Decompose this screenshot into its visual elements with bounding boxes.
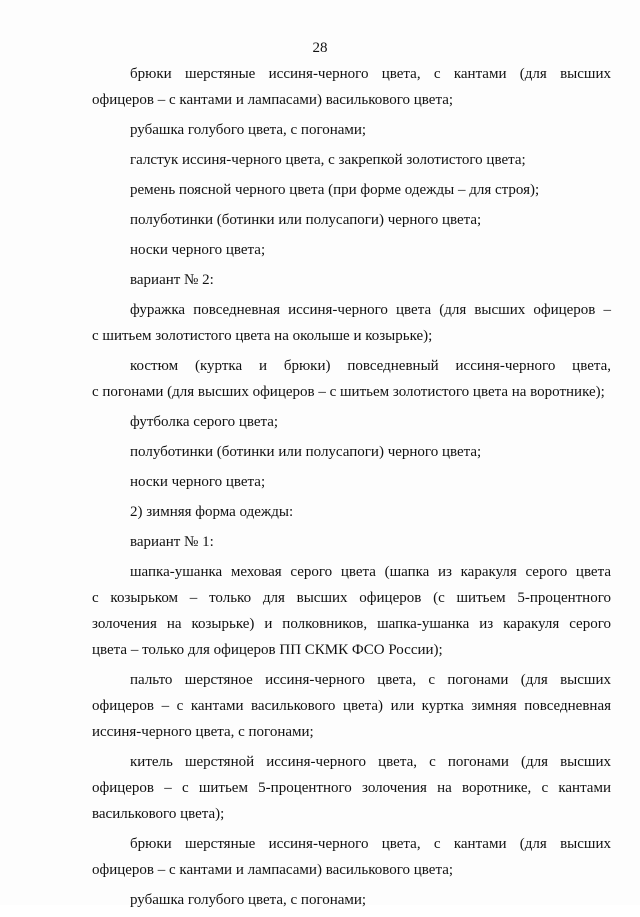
paragraph-line: с козырьком – только для высших офицеров (с шитьем 5-процентного [92,590,611,606]
paragraph-line: вариант № 1: [130,534,214,550]
paragraph-line: рубашка голубого цвета, с погонами; [130,892,367,908]
paragraph-line: цвета – только для офицеров ПП СКМК ФСО России); [92,642,443,658]
paragraph [92,559,611,663]
paragraph-line: офицеров – с шитьем 5-процентного золочения на воротнике, с кантами [92,780,611,796]
paragraph-line: вариант № 2: [130,272,214,288]
paragraph-line: костюм (куртка и брюки) повседневный иссиня-черного цвета, [130,358,611,374]
paragraph [92,749,611,827]
paragraph-line: носки черного цвета; [130,474,266,490]
paragraph-line: офицеров – с кантами и лампасами) василькового цвета; [92,862,454,878]
paragraph-line: с погонами (для высших офицеров – с шитьем золотистого цвета на воротнике); [92,384,605,400]
paragraph [92,499,611,525]
document-body [92,61,611,917]
paragraph [92,237,611,263]
paragraph [92,667,611,745]
paragraph [92,887,611,913]
paragraph [92,409,611,435]
page-number: 28 [312,40,328,56]
paragraph-line: брюки шерстяные иссиня-черного цвета, с кантами (для высших [130,836,611,852]
paragraph [92,177,611,203]
paragraph-line: шапка-ушанка меховая серого цвета (шапка из каракуля серого цвета [130,564,611,580]
paragraph [92,147,611,173]
paragraph-line: галстук иссиня-черного цвета, с закрепкой золотистого цвета; [130,152,526,168]
paragraph-line: фуражка повседневная иссиня-черного цвета (для высших офицеров – [130,302,611,318]
paragraph-line: футболка серого цвета; [130,414,279,430]
paragraph [92,353,611,405]
paragraph [92,61,611,113]
paragraph-line: ремень поясной черного цвета (при форме одежды – для строя); [130,182,540,198]
paragraph-line: китель шерстяной иссиня-черного цвета, с погонами (для высших [130,754,611,770]
paragraph [92,297,611,349]
paragraph-line: офицеров – с кантами василькового цвета) или куртка зимняя повседневная [92,698,611,714]
paragraph [92,117,611,143]
paragraph-line: полуботинки (ботинки или полусапоги) черного цвета; [130,212,482,228]
paragraph-line: с шитьем золотистого цвета на околыше и козырьке); [92,328,433,344]
paragraph-line: брюки шерстяные иссиня-черного цвета, с кантами (для высших [130,66,611,82]
paragraph [92,267,611,293]
paragraph [92,207,611,233]
paragraph-line: василькового цвета); [92,806,225,822]
paragraph [92,831,611,883]
paragraph-line: офицеров – с кантами и лампасами) василькового цвета; [92,92,454,108]
paragraph-line: пальто шерстяное иссиня-черного цвета, с погонами (для высших [130,672,611,688]
paragraph [92,529,611,555]
paragraph [92,439,611,465]
paragraph-line: рубашка голубого цвета, с погонами; [130,122,367,138]
paragraph-line: иссиня-черного цвета, с погонами; [92,724,314,740]
paragraph-line: полуботинки (ботинки или полусапоги) черного цвета; [130,444,482,460]
paragraph [92,469,611,495]
paragraph-line: 2) зимняя форма одежды: [130,504,294,520]
paragraph-line: золочения на козырьке) и полковников, шапка-ушанка из каракуля серого [92,616,611,632]
paragraph-line: носки черного цвета; [130,242,266,258]
